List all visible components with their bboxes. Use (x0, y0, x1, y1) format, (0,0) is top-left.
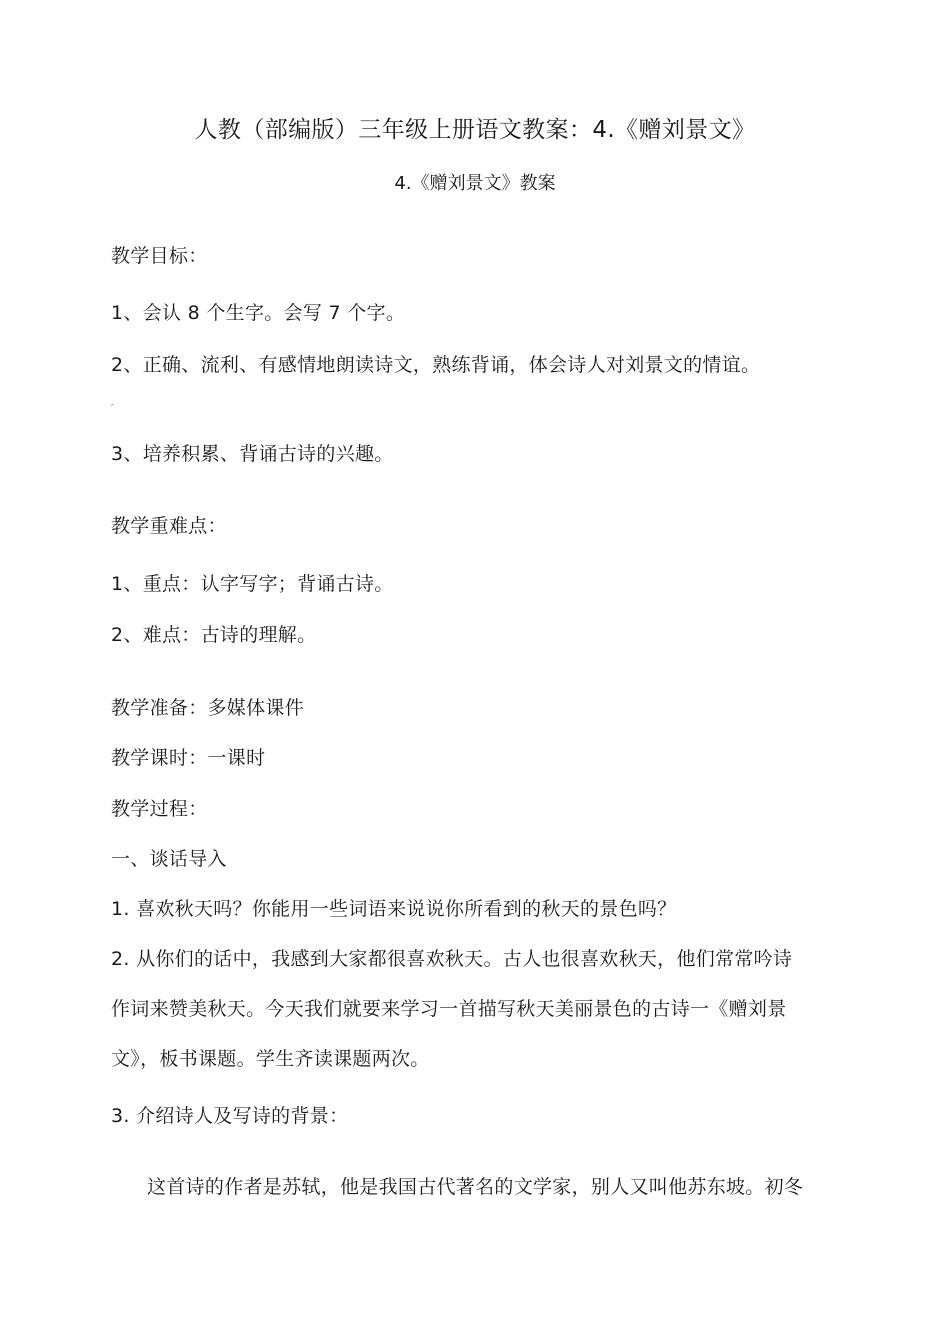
poet-background-paragraph: 这首诗的作者是苏轼，他是我国古代著名的文学家，别人又叫他苏东坡。初冬 (147, 1176, 804, 1198)
intro-item-2-line-3: 文》，板书课题。学生齐读课题两次。 (111, 1048, 430, 1070)
document-title: 人教（部编版）三年级上册语文教案：4.《赠刘景文》 (194, 117, 756, 143)
objective-item-1: 1、会认 8 个生字。会写 7 个字。 (111, 302, 406, 324)
class-hours-line: 教学课时：一课时 (111, 747, 266, 769)
document-subtitle: 4.《赠刘景文》教案 (394, 173, 556, 194)
intro-item-2-line-2: 作词来赞美秋天。今天我们就要来学习一首描写秋天美丽景色的古诗一《赠刘景 (111, 998, 787, 1020)
key-point-item-1: 1、重点：认字写字；背诵古诗。 (111, 573, 394, 595)
section-heading-process: 教学过程： (111, 798, 208, 820)
section-heading-key-points: 教学重难点： (111, 515, 227, 537)
key-point-item-2: 2、难点：古诗的理解。 (111, 624, 317, 646)
step-heading-intro: 一、谈话导入 (111, 848, 227, 870)
intro-item-2-line-1: 2. 从你们的话中，我感到大家都很喜欢秋天。古人也很喜欢秋天，他们常常吟诗 (111, 948, 793, 970)
intro-item-3: 3. 介绍诗人及写诗的背景： (111, 1105, 349, 1127)
objective-item-2: 2、正确、流利、有感情地朗读诗文，熟练背诵，体会诗人对刘景文的情谊。 (111, 354, 761, 376)
stray-mark: ′ (111, 403, 114, 414)
intro-item-1: 1. 喜欢秋天吗？你能用一些词语来说说你所看到的秋天的景色吗？ (111, 898, 677, 920)
preparation-line: 教学准备：多媒体课件 (111, 697, 305, 719)
objective-item-3: 3、培养积累、背诵古诗的兴趣。 (111, 443, 394, 465)
section-heading-objectives: 教学目标： (111, 245, 208, 267)
